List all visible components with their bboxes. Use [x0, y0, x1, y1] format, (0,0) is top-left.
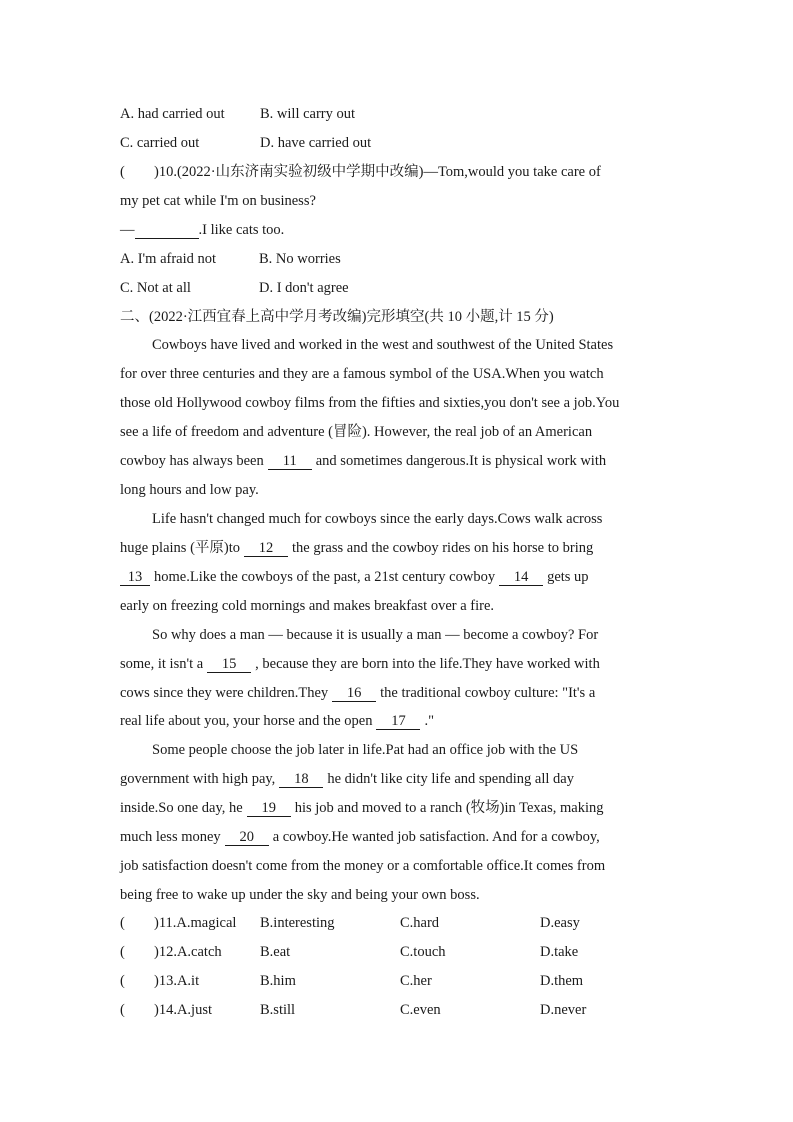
passage-text: a cowboy.He wanted job satisfaction. And for a cowboy,: [272, 829, 600, 845]
option-b: B.still: [260, 1002, 296, 1018]
passage-text: cowboy has always been: [120, 453, 264, 469]
answer-paren[interactable]: (: [120, 1002, 125, 1018]
blank-13[interactable]: 13: [120, 569, 150, 586]
passage-text: home.Like the cowboys of the past, a 21st century cowboy: [154, 569, 496, 585]
q10-answer-blank: [135, 222, 199, 239]
option-c: C.touch: [400, 944, 446, 960]
passage-line: [120, 712, 434, 730]
option-a: )13.A.it: [154, 973, 200, 989]
q9-option-b: B. will carry out: [260, 106, 356, 122]
question-row: [120, 972, 583, 990]
passage-line: [120, 799, 604, 817]
blank-18[interactable]: 18: [279, 771, 323, 788]
q10-options-line-2: [120, 279, 349, 297]
q10-stem: [120, 163, 601, 181]
option-c: C.even: [400, 1002, 441, 1018]
question-row: [120, 914, 580, 932]
q10-option-c: C. Not at all: [120, 280, 191, 296]
option-b: B.eat: [260, 944, 291, 960]
passage-text: the grass and the cowboy rides on his horse to bring: [292, 540, 594, 556]
option-b: B.interesting: [260, 915, 335, 931]
passage-line: early on freezing cold mornings and makes breakfast over a fire.: [120, 598, 495, 614]
answer-paren[interactable]: (: [120, 973, 125, 989]
passage-text: , because they are born into the life.They have worked with: [255, 656, 600, 672]
passage-line: being free to wake up under the sky and being your own boss.: [120, 887, 480, 903]
blank-16[interactable]: 16: [332, 685, 376, 702]
passage-text: the traditional cowboy culture: "It's a: [380, 685, 596, 701]
q9-option-c: C. carried out: [120, 135, 200, 151]
passage-line: [120, 655, 600, 673]
option-a: )12.A.catch: [154, 944, 222, 960]
passage-line: see a life of freedom and adventure (冒险). However, the real job of an American: [120, 424, 593, 440]
q10-stem-line-2: my pet cat while I'm on business?: [120, 193, 316, 209]
passage-text: his job and moved to a ranch (牧场)in Texas, making: [294, 800, 604, 816]
blank-20[interactable]: 20: [225, 829, 269, 846]
passage-line: [120, 684, 595, 702]
question-row: [120, 943, 578, 961]
q10-option-b: B. No worries: [259, 251, 341, 267]
blank-15[interactable]: 15: [207, 656, 251, 673]
passage-line: [120, 828, 600, 846]
passage-text: cows since they were children.They: [120, 685, 329, 701]
option-d: D.easy: [540, 915, 580, 931]
passage-text: and sometimes dangerous.It is physical work with: [315, 453, 607, 469]
answer-paren: (: [120, 164, 125, 180]
passage-line: [120, 568, 589, 586]
passage-text: real life about you, your horse and the open: [120, 713, 373, 729]
passage-line: for over three centuries and they are a famous symbol of the USA.When you watch: [120, 366, 604, 382]
passage-text: .": [424, 713, 435, 729]
option-a: )14.A.just: [154, 1002, 212, 1018]
passage-text: huge plains (平原)to: [120, 540, 241, 556]
passage-line: Life hasn't changed much for cowboys since the early days.Cows walk across: [152, 511, 603, 527]
answer-paren[interactable]: (: [120, 915, 125, 931]
q10-stem-text: )10.(2022·山东济南实验初级中学期中改编)—Tom,would you take care of: [154, 164, 601, 180]
option-c: C.hard: [400, 915, 440, 931]
q9-options-line-2: [120, 134, 371, 152]
q10-option-d: D. I don't agree: [259, 280, 349, 296]
passage-text: government with high pay,: [120, 771, 276, 787]
answer-paren[interactable]: (: [120, 944, 125, 960]
passage-text: he didn't like city life and spending all day: [327, 771, 574, 787]
blank-14[interactable]: 14: [499, 569, 543, 586]
passage-line: Cowboys have lived and worked in the west and southwest of the United States: [152, 337, 614, 353]
passage-line: long hours and low pay.: [120, 482, 259, 498]
q10-options-line-1: [120, 250, 341, 268]
passage-line: [120, 770, 574, 788]
q9-options-line-1: [120, 105, 355, 123]
option-a: )11.A.magical: [154, 915, 237, 931]
passage-text: much less money: [120, 829, 221, 845]
passage-line: those old Hollywood cowboy films from the fifties and sixties,you don't see a job.You: [120, 395, 620, 411]
q9-option-a: A. had carried out: [120, 106, 225, 122]
section-heading: 二、(2022·江西宜春上高中学月考改编)完形填空(共 10 小题,计 15 分): [120, 309, 554, 325]
passage-line: So why does a man — because it is usually a man — become a cowboy? For: [152, 627, 599, 643]
passage-text: some, it isn't a: [120, 656, 204, 672]
passage-text: inside.So one day, he: [120, 800, 243, 816]
blank-11[interactable]: 11: [268, 453, 312, 470]
passage-text: gets up: [547, 569, 589, 585]
q10-reply-dash: —: [120, 222, 135, 238]
q10-reply-text: .I like cats too.: [198, 222, 285, 238]
passage-line: job satisfaction doesn't come from the money or a comfortable office.It comes from: [120, 858, 606, 874]
passage-line: Some people choose the job later in life.Pat had an office job with the US: [152, 742, 579, 758]
blank-12[interactable]: 12: [244, 540, 288, 557]
option-d: D.never: [540, 1002, 587, 1018]
passage-line: [120, 452, 606, 470]
blank-19[interactable]: 19: [247, 800, 291, 817]
question-row: [120, 1001, 586, 1019]
q9-option-d: D. have carried out: [260, 135, 372, 151]
passage-line: [120, 539, 593, 557]
option-b: B.him: [260, 973, 296, 989]
option-d: D.them: [540, 973, 584, 989]
option-c: C.her: [400, 973, 432, 989]
blank-17[interactable]: 17: [376, 713, 420, 730]
q10-option-a: A. I'm afraid not: [120, 251, 217, 267]
q10-reply: [120, 221, 284, 239]
option-d: D.take: [540, 944, 579, 960]
